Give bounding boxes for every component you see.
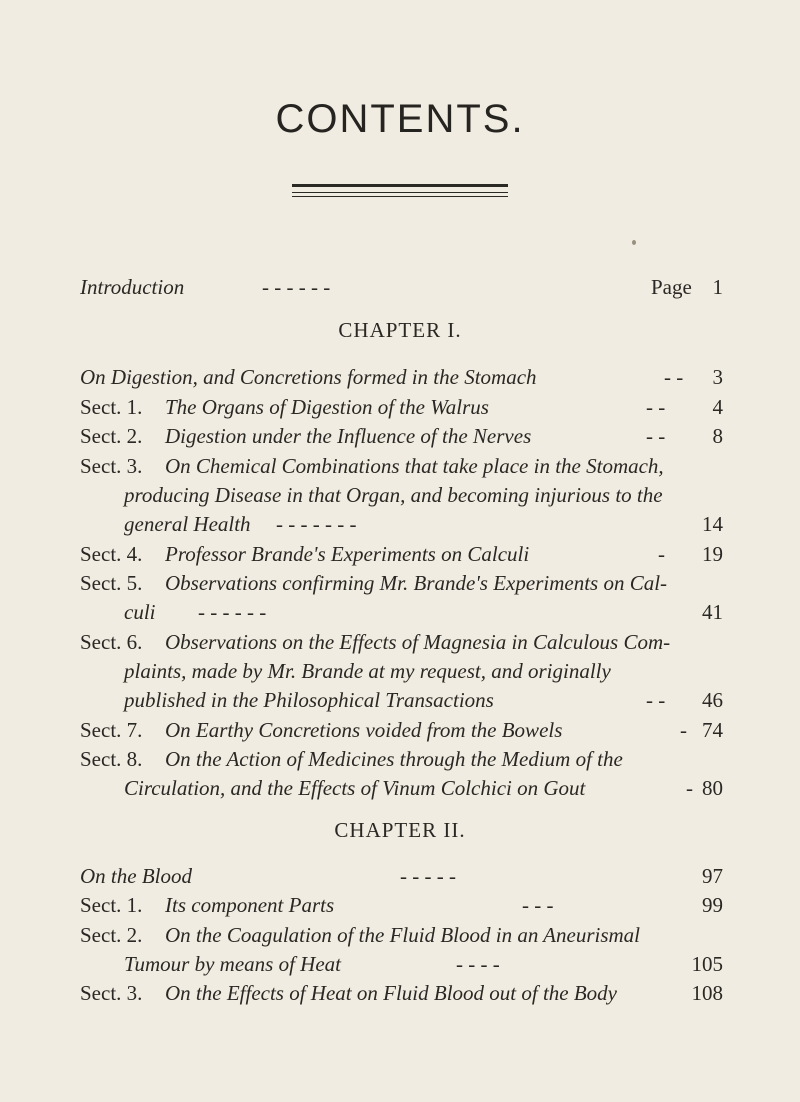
page-number: 4 <box>712 395 723 419</box>
page-number: 14 <box>702 512 723 536</box>
leader-dashes: - - <box>646 424 666 448</box>
section-number: Sect. 2. <box>80 923 143 947</box>
section-number: Sect. 8. <box>80 747 143 771</box>
page-label: Page <box>651 275 692 299</box>
page-number: 41 <box>702 600 723 624</box>
entry-text: On the Effects of Heat on Fluid Blood out of the Body <box>165 981 618 1005</box>
title-rule-thin <box>292 192 508 193</box>
section-number: Sect. 3. <box>80 981 143 1005</box>
entry-text: On the Action of Medicines through the Medium of the <box>165 747 623 771</box>
leader-dashes: - <box>686 776 693 800</box>
entry-text: culi <box>124 600 156 624</box>
leader-dashes: - - <box>646 395 666 419</box>
entry-text: Introduction <box>80 275 185 299</box>
section-number: Sect. 5. <box>80 571 143 595</box>
page-number: 105 <box>691 952 723 976</box>
page-number: 8 <box>712 424 723 448</box>
leader-dashes: - <box>680 718 687 742</box>
leader-dashes: - - - <box>522 893 554 917</box>
title-rule-thin-2 <box>292 196 508 197</box>
entry-text: On Earthy Concretions voided from the Bowels <box>165 718 563 742</box>
leader-dashes: - - - - - - <box>198 600 267 624</box>
section-number: Sect. 3. <box>80 454 143 478</box>
entry-text: Observations on the Effects of Magnesia in Calculous Com- <box>165 630 671 654</box>
page-number: 46 <box>702 688 723 712</box>
entry-text: On Chemical Combinations that take place in the Stomach, <box>165 454 664 478</box>
page-number: 3 <box>712 365 723 389</box>
entry-text: producing Disease in that Organ, and becoming injurious to the <box>124 483 663 507</box>
page-number: 74 <box>702 718 723 742</box>
page-number: 99 <box>702 893 723 917</box>
entry-text: On Digestion, and Concretions formed in the Stomach <box>80 365 537 389</box>
ink-speck <box>632 240 636 245</box>
entry-text: Its component Parts <box>165 893 335 917</box>
entry-text: Observations confirming Mr. Brande's Experiments on Cal- <box>165 571 668 595</box>
leader-dashes: - <box>658 542 665 566</box>
leader-dashes: - - - - - <box>400 864 456 888</box>
entry-text: The Organs of Digestion of the Walrus <box>165 395 489 419</box>
section-number: Sect. 6. <box>80 630 143 654</box>
leader-dashes: - - <box>664 365 684 389</box>
chapter-heading: CHAPTER I. <box>338 318 462 342</box>
page-number: 97 <box>702 864 723 888</box>
entry-text: On the Coagulation of the Fluid Blood in an Aneurismal <box>165 923 641 947</box>
entry-text: published in the Philosophical Transactions <box>124 688 494 712</box>
entry-text: Circulation, and the Effects of Vinum Colchici on Gout <box>124 776 586 800</box>
page-number: 1 <box>712 275 723 299</box>
page-number: 108 <box>691 981 723 1005</box>
leader-dashes: - - <box>646 688 666 712</box>
page-title: CONTENTS. <box>275 97 525 141</box>
leader-dashes: - - - - - - - <box>276 512 357 536</box>
section-number: Sect. 1. <box>80 395 143 419</box>
entry-text: general Health <box>124 512 251 536</box>
leader-dashes: - - - - - - <box>262 275 331 299</box>
section-number: Sect. 2. <box>80 424 143 448</box>
page-number: 80 <box>702 776 723 800</box>
entry-text: On the Blood <box>80 864 192 888</box>
section-number: Sect. 1. <box>80 893 143 917</box>
leader-dashes: - - - - <box>456 952 500 976</box>
page-number: 19 <box>702 542 723 566</box>
entry-text: Professor Brande's Experiments on Calculi <box>165 542 530 566</box>
entry-text: Tumour by means of Heat <box>124 952 341 976</box>
section-number: Sect. 4. <box>80 542 143 566</box>
chapter-heading: CHAPTER II. <box>334 818 466 842</box>
entry-text: Digestion under the Influence of the Nerves <box>165 424 532 448</box>
section-number: Sect. 7. <box>80 718 143 742</box>
title-rule-thick <box>292 184 508 187</box>
entry-text: plaints, made by Mr. Brande at my request, and originally <box>124 659 611 683</box>
